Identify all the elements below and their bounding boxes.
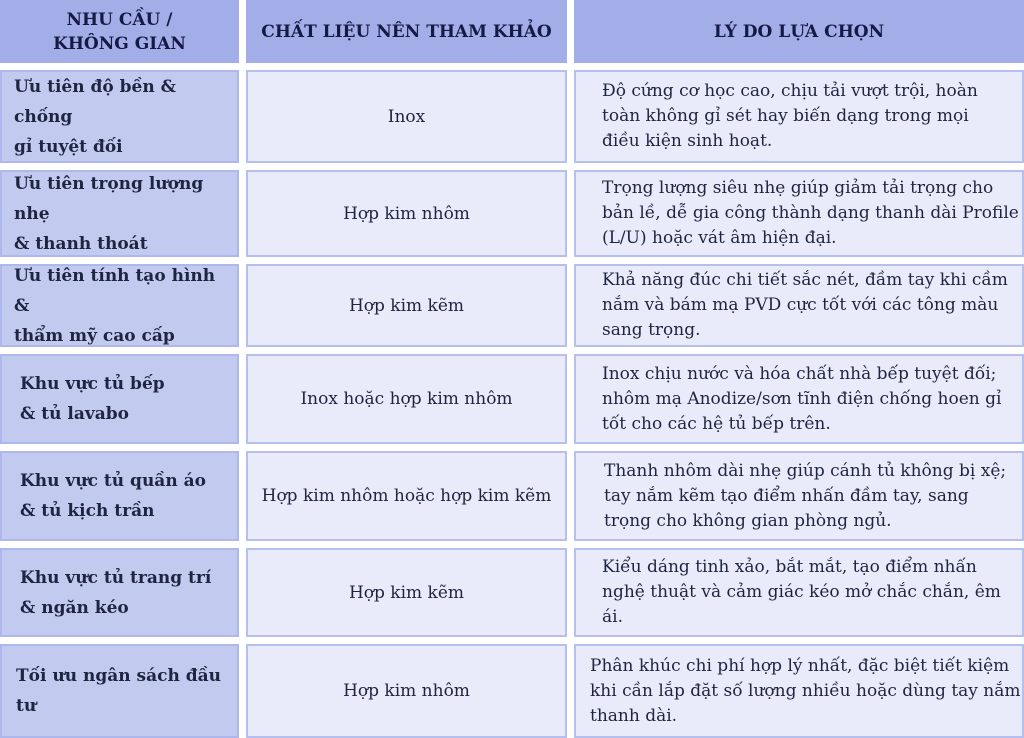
material-text: Hợp kim kẽm xyxy=(348,295,465,316)
table-row-material xyxy=(246,264,567,347)
header-need-label: NHU CẦU / KHÔNG GIAN xyxy=(53,9,186,54)
table-row-reason xyxy=(574,264,1024,347)
reason-text: Phân khúc chi phí hợp lý nhất, đặc biệt tiết kiệm khi cần lắp đặt số lượng nhiều hoặc dùng tay nắm thanh dài. xyxy=(590,655,1021,726)
table-row-reason xyxy=(574,170,1024,257)
reason-text: Kiểu dáng tinh xảo, bắt mắt, tạo điểm nhấn nghệ thuật và cảm giác kéo mở chắc chắn, êm ái. xyxy=(602,557,1001,627)
table-row-reason xyxy=(574,644,1024,738)
reason-text: Inox chịu nước và hóa chất nhà bếp tuyệt đối; nhôm mạ Anodize/sơn tĩnh điện chống hoen gỉ tốt cho các hệ tủ bếp trên. xyxy=(602,363,1002,434)
table-row-need xyxy=(0,548,239,637)
table-row-need xyxy=(0,354,239,444)
table-row-reason xyxy=(574,354,1024,444)
need-text: Khu vực tủ quần áo & tủ kịch trần xyxy=(20,471,206,521)
header-need xyxy=(0,0,239,63)
table-row-material xyxy=(246,548,567,637)
reason-text: Khả năng đúc chi tiết sắc nét, đầm tay khi cầm nắm và bám mạ PVD cực tốt với các tông màu sang trọng. xyxy=(602,270,1008,340)
header-reason xyxy=(574,0,1024,63)
table-row-need xyxy=(0,170,239,257)
table-row-reason xyxy=(574,70,1024,163)
table-row-material xyxy=(246,451,567,541)
need-text: Khu vực tủ trang trí & ngăn kéo xyxy=(20,567,212,618)
material-text: Inox xyxy=(387,106,426,127)
header-material xyxy=(246,0,567,63)
header-material-label: CHẤT LIỆU NÊN THAM KHẢO xyxy=(261,21,552,42)
material-text: Hợp kim kẽm xyxy=(348,582,465,603)
material-text: Hợp kim nhôm xyxy=(343,203,470,224)
table-row-material xyxy=(246,644,567,738)
need-text: Ưu tiên độ bền & chống gỉ tuyệt đối xyxy=(14,76,176,157)
table-row-need xyxy=(0,70,239,163)
need-text: Tối ưu ngân sách đầu tư xyxy=(16,666,222,716)
table-row-need xyxy=(0,644,239,738)
table-row-reason xyxy=(574,548,1024,637)
table-row-reason xyxy=(574,451,1024,541)
table-row-need xyxy=(0,451,239,541)
material-text: Hợp kim nhôm xyxy=(343,681,470,701)
reason-text: Trọng lượng siêu nhẹ giúp giảm tải trọng cho bản lề, dễ gia công thành dạng thanh dài Profile (L/U) hoặc vát âm hiện đại. xyxy=(602,178,1019,248)
need-text: Ưu tiên tính tạo hình & thẩm mỹ cao cấp xyxy=(14,265,216,346)
table-row-need xyxy=(0,264,239,347)
header-reason-label: LÝ DO LỰA CHỌN xyxy=(713,21,885,42)
need-text: Ưu tiên trọng lượng nhẹ & thanh thoát xyxy=(14,173,204,254)
table-row-material xyxy=(246,170,567,257)
need-text: Khu vực tủ bếp & tủ lavabo xyxy=(20,374,165,424)
material-text: Hợp kim nhôm hoặc hợp kim kẽm xyxy=(261,486,552,506)
material-text: Inox hoặc hợp kim nhôm xyxy=(300,389,513,409)
reason-text: Thanh nhôm dài nhẹ giúp cánh tủ không bị xệ; tay nắm kẽm tạo điểm nhấn đầm tay, sang trọng cho không gian phòng ngủ. xyxy=(604,460,1007,531)
reason-text: Độ cứng cơ học cao, chịu tải vượt trội, hoàn toàn không gỉ sét hay biến dạng trong mọi điều kiện sinh hoạt. xyxy=(602,81,978,151)
table-row-material xyxy=(246,354,567,444)
table-row-material xyxy=(246,70,567,163)
